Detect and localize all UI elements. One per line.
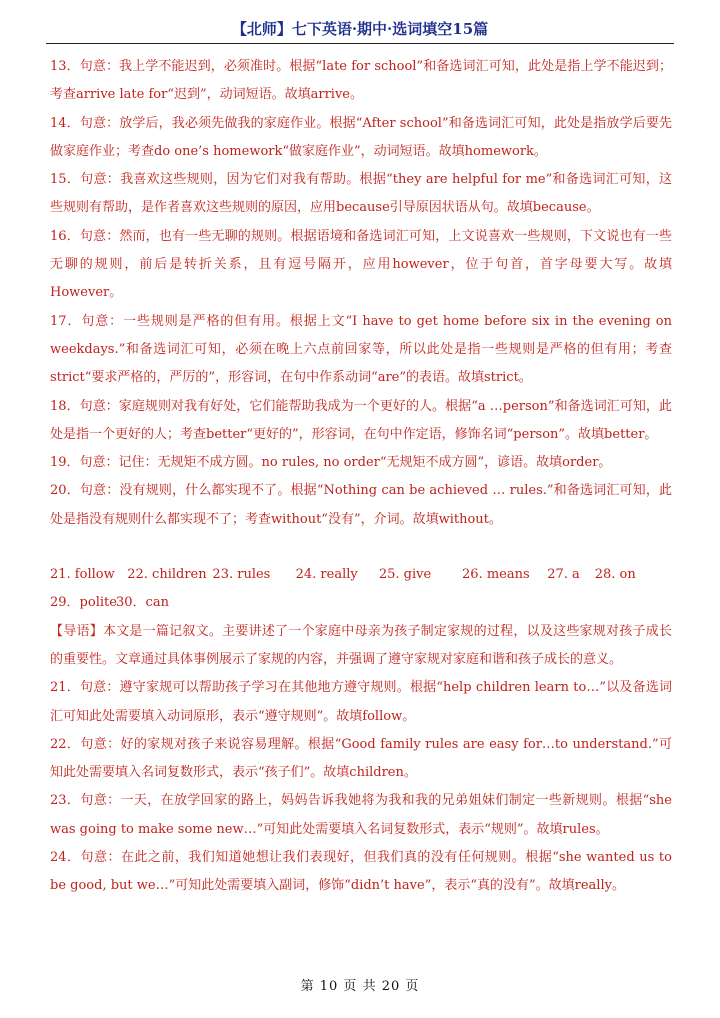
explanation-21: 21．句意：遵守家规可以帮助孩子学习在其他地方遵守规则。根据“help children learn to…”以及备选词汇可知此处需要填入动词原形，表示“遵守规则”。故填follow。 [50,680,672,724]
answer-30: 30．can [116,595,169,611]
header-divider [46,43,674,44]
explanation-18: 18．句意：家庭规则对我有好处，它们能帮助我成为一个更好的人。根据“a …person”和备选词汇可知，此处是指一个更好的人；考查better“更好的”，形容词，在句中作定语，修饰名词“person”。故填better。 [50,398,672,442]
explanation-14: 14．句意：放学后，我必须先做我的家庭作业。根据“After school”和备选词汇可知，此处是指放学后要先做家庭作业；考查do one’s homework“做家庭作业”，动词短语。故填homework。 [50,115,672,159]
explanation-15: 15．句意：我喜欢这些规则，因为它们对我有帮助。根据“they are helpful for me”和备选词汇可知，这些规则有帮助，是作者喜欢这些规则的原因，应用because引导原因状语从句。故填because。 [50,172,672,216]
answer-explanations [50,53,672,901]
answer-29: 29．polite [50,595,117,611]
answer-27: 27. a [547,567,580,583]
section-gap [50,534,672,561]
answer-23: 23. rules [212,567,271,583]
answer-26: 26. means [462,567,530,583]
answer-key-row-1 [50,561,672,589]
explanation-24: 24．句意：在此之前，我们知道她想让我们表现好，但我们真的没有任何规则。根据“she wanted us to be good, but we…”可知此处需要填入副词，修饰“didn’t have”，表示“真的没有”。故填really。 [50,850,672,894]
answer-28: 28. on [594,567,636,583]
explanation-13: 13．句意：我上学不能迟到，必须准时。根据“late for school”和备选词汇可知，此处是指上学不能迟到；考查arrive late for“迟到”，动词短语。故填arrive。 [50,59,672,103]
passage-guide: 【导语】本文是一篇记叙文。主要讲述了一个家庭中母亲为孩子制定家规的过程，以及这些家规对孩子成长的重要性。文章通过具体事例展示了家规的内容，并强调了遵守家规对家庭和谐和孩子成长的意义。 [50,623,672,667]
explanation-17: 17．句意：一些规则是严格的但有用。根据上文“I have to get home before six in the evening on weekdays.”和备选词汇可知，必须在晚上六点前回家等，所以此处是指一些规则是严格的但有用；考查strict“要求严格的，严厉的”，形容词，在句中作系动词“are”的表语。故填strict。 [50,313,672,386]
answer-key-row-2 [50,589,672,617]
answer-24: 24. really [295,567,358,583]
explanation-16: 16．句意：然而，也有一些无聊的规则。根据语境和备选词汇可知，上文说喜欢一些规则，下文说也有一些无聊的规则，前后是转折关系，且有逗号隔开，应用however，位于句首，首字母要大写。故填However。 [50,228,672,301]
page-header-title: 【北师】七下英语·期中·选词填空15篇 [231,20,489,38]
explanation-23: 23．句意：一天，在放学回家的路上，妈妈告诉我她将为我和我的兄弟姐妹们制定一些新规则。根据“she was going to make some new…”可知此处需要填入名词复数形式，表示“规则”。故填rules。 [50,793,672,837]
explanation-19: 19．句意：记住：无规矩不成方圆。no rules, no order“无规矩不成方圆”，谚语。故填order。 [50,455,612,471]
answer-21: 21. follow [50,567,115,583]
explanation-20: 20．句意：没有规则，什么都实现不了。根据“Nothing can be achieved … rules.”和备选词汇可知，此处是指没有规则什么都实现不了；考查without“没有”，介词。故填without。 [50,483,672,527]
answer-22: 22. children [127,567,207,583]
page-number-footer: 第 10 页 共 20 页 [300,979,420,994]
explanation-22: 22．句意：好的家规对孩子来说容易理解。根据“Good family rules are easy for…to understand.”可知此处需要填入名词复数形式，表示“孩子们”。故填children。 [50,736,672,781]
answer-25: 25. give [378,567,432,583]
